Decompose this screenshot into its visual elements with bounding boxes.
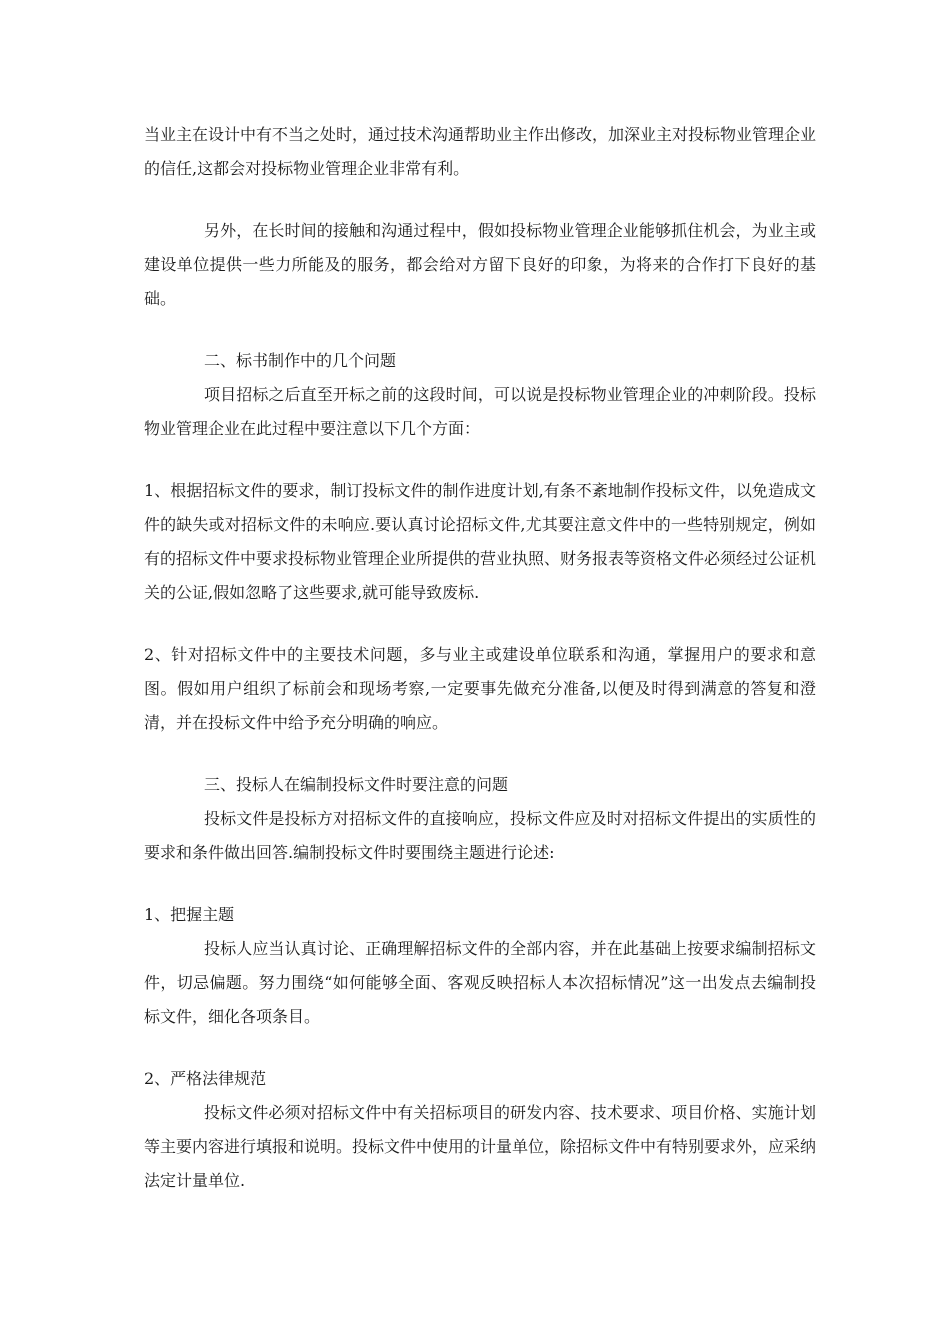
paragraph-owner-design-revision: 当业主在设计中有不当之处时，通过技术沟通帮助业主作出修改，加深业主对投标物业管理企业的信任,这都会对投标物业管理企业非常有利。	[144, 125, 817, 178]
list-item-schedule-plan: 1、根据招标文件的要求，制订投标文件的制作进度计划,有条不紊地制作投标文件，以免造成文件的缺失或对招标文件的未响应.要认真讨论招标文件,尤其要注意文件中的一些特别规定，例如有的招标文件中要求投标物业管理企业所提供的营业执照、财务报表等资格文件必须经过公证机关的公证,假如忽略了这些要求,就可能导致废标.	[144, 481, 817, 602]
subheading-grasp-theme: 1、把握主题	[144, 905, 235, 924]
list-item-technical-issues: 2、针对招标文件中的主要技术问题，多与业主或建设单位联系和沟通，掌握用户的要求和意图。假如用户组织了标前会和现场考察,一定要事先做充分准备,以便及时得到满意的答复和澄清，并在投标文件中给予充分明确的响应。	[144, 645, 816, 732]
section-heading-bid-documents: 三、投标人在编制投标文件时要注意的问题	[204, 775, 509, 794]
paragraph-long-term-contact: 另外，在长时间的接触和沟通过程中，假如投标物业管理企业能够抓住机会，为业主或建设单位提供一些力所能及的服务，都会给对方留下良好的印象，为将来的合作打下良好的基础。	[144, 221, 816, 308]
paragraph-legal-norms: 投标文件必须对招标文件中有关招标项目的研发内容、技术要求、项目价格、实施计划等主要内容进行填报和说明。投标文件中使用的计量单位，除招标文件中有特别要求外，应采纳法定计量单位.	[144, 1103, 817, 1190]
subheading-legal-norms: 2、严格法律规范	[144, 1069, 267, 1088]
section-heading-bid-preparation: 二、标书制作中的几个问题	[204, 351, 397, 370]
paragraph-sprint-stage: 项目招标之后直至开标之前的这段时间，可以说是投标物业管理企业的冲刺阶段。投标物业管理企业在此过程中要注意以下几个方面：	[144, 385, 816, 438]
paragraph-grasp-theme: 投标人应当认真讨论、正确理解招标文件的全部内容，并在此基础上按要求编制招标文件，切忌偏题。努力围绕“如何能够全面、客观反映招标人本次招标情况”这一出发点去编制投标文件，细化各项条目。	[144, 939, 816, 1026]
paragraph-direct-response: 投标文件是投标方对招标文件的直接响应，投标文件应及时对招标文件提出的实质性的要求和条件做出回答.编制投标文件时要围绕主题进行论述:	[144, 809, 816, 862]
